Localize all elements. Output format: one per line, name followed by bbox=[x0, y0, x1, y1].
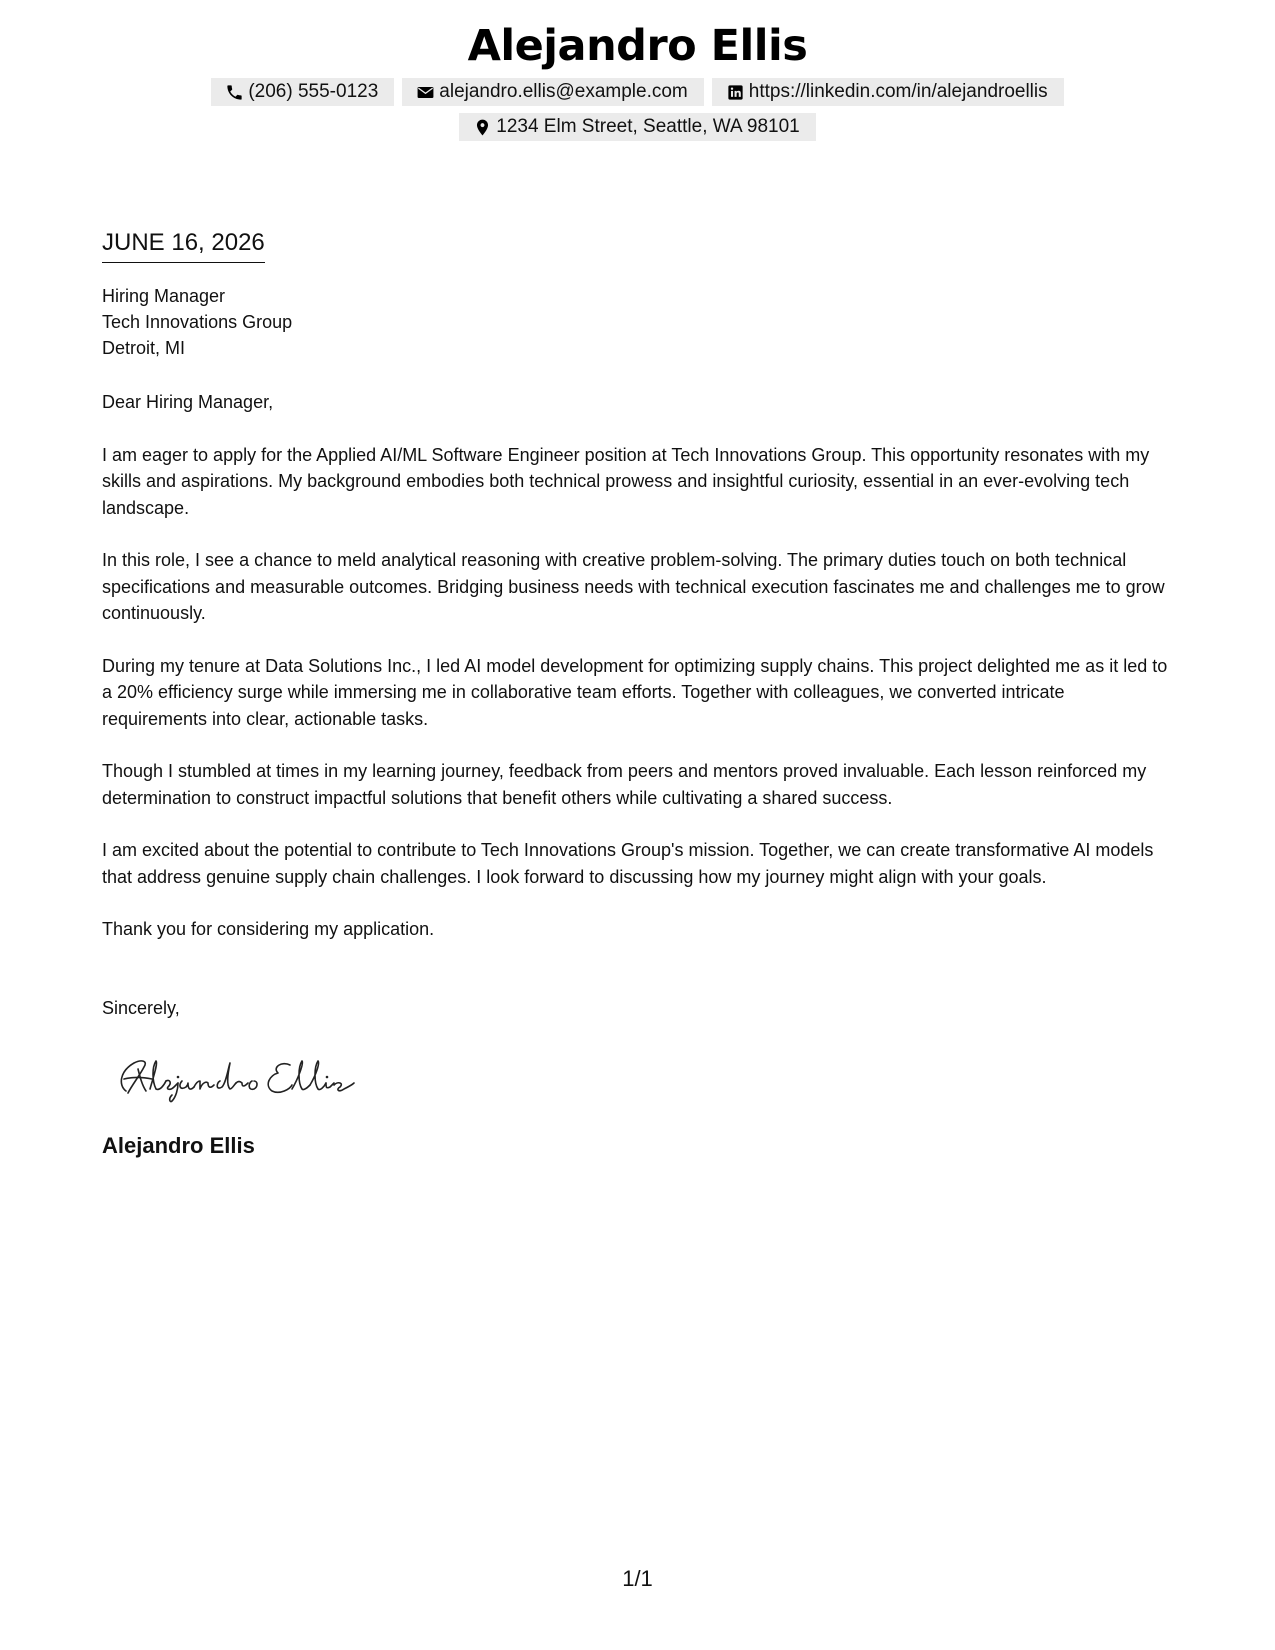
phone-icon bbox=[225, 83, 244, 102]
signer-name: Alejandro Ellis bbox=[102, 1132, 255, 1158]
phone-chip bbox=[211, 78, 394, 106]
handwritten-signature bbox=[112, 1049, 362, 1103]
contact-row-secondary bbox=[0, 113, 1275, 141]
contact-row-primary bbox=[0, 78, 1275, 106]
linkedin-link[interactable]: https://linkedin.com/in/alejandroellis bbox=[748, 81, 1048, 102]
letter-header bbox=[0, 18, 1275, 141]
body-paragraph: In this role, I see a chance to meld analytical reasoning with creative problem-solving. The primary duties touch on both technical specifications and measurable outcomes. Bridging business needs with technical execution fascinates me and challenges me to grow continuously. bbox=[102, 550, 1165, 623]
body-paragraph: I am eager to apply for the Applied AI/ML Software Engineer position at Tech Innovations Group. This opportunity resonates with my skills and aspirations. My background embodies both technical prowess and insightful curiosity, essential in an ever-evolving tech landscape. bbox=[102, 444, 1150, 518]
linkedin-chip bbox=[712, 78, 1064, 106]
body-paragraph: I am excited about the potential to contribute to Tech Innovations Group's mission. Together, we can create transformative AI models that address genuine supply chain challenges. I look forward to discussing how my journey might align with your goals. bbox=[102, 840, 1154, 887]
address-chip bbox=[459, 113, 815, 141]
recipient-location: Detroit, MI bbox=[102, 338, 186, 358]
closing: Sincerely, bbox=[102, 997, 180, 1018]
phone-text: (206) 555-0123 bbox=[248, 81, 379, 102]
body-paragraph: Though I stumbled at times in my learning journey, feedback from peers and mentors proved invaluable. Each lesson reinforced my determination to construct impactful solutions that benefit others while cultivating a shared success. bbox=[102, 761, 1147, 808]
sender-name: Alejandro Ellis bbox=[467, 21, 808, 71]
page-number: 1/1 bbox=[622, 1566, 653, 1591]
letter-body bbox=[102, 226, 1172, 1161]
map-pin-icon bbox=[473, 118, 492, 137]
recipient-title: Hiring Manager bbox=[102, 286, 226, 306]
letter-date: JUNE 16, 2026 bbox=[102, 226, 265, 263]
salutation: Dear Hiring Manager, bbox=[102, 392, 274, 412]
email-chip bbox=[402, 78, 703, 106]
recipient-block bbox=[102, 283, 1172, 361]
linkedin-icon bbox=[726, 83, 745, 102]
thank-you-line: Thank you for considering my application. bbox=[102, 919, 435, 939]
address-text: 1234 Elm Street, Seattle, WA 98101 bbox=[496, 116, 800, 137]
envelope-icon bbox=[416, 83, 435, 102]
body-paragraph: During my tenure at Data Solutions Inc., I led AI model development for optimizing supply chains. This project delighted me as it led to a 20% efficiency surge while immersing me in collaborative team efforts. Together with colleagues, we converted intricate requirements into clear, actionable tasks. bbox=[102, 655, 1168, 729]
recipient-company: Tech Innovations Group bbox=[102, 312, 293, 332]
email-link[interactable]: alejandro.ellis@example.com bbox=[439, 81, 688, 102]
